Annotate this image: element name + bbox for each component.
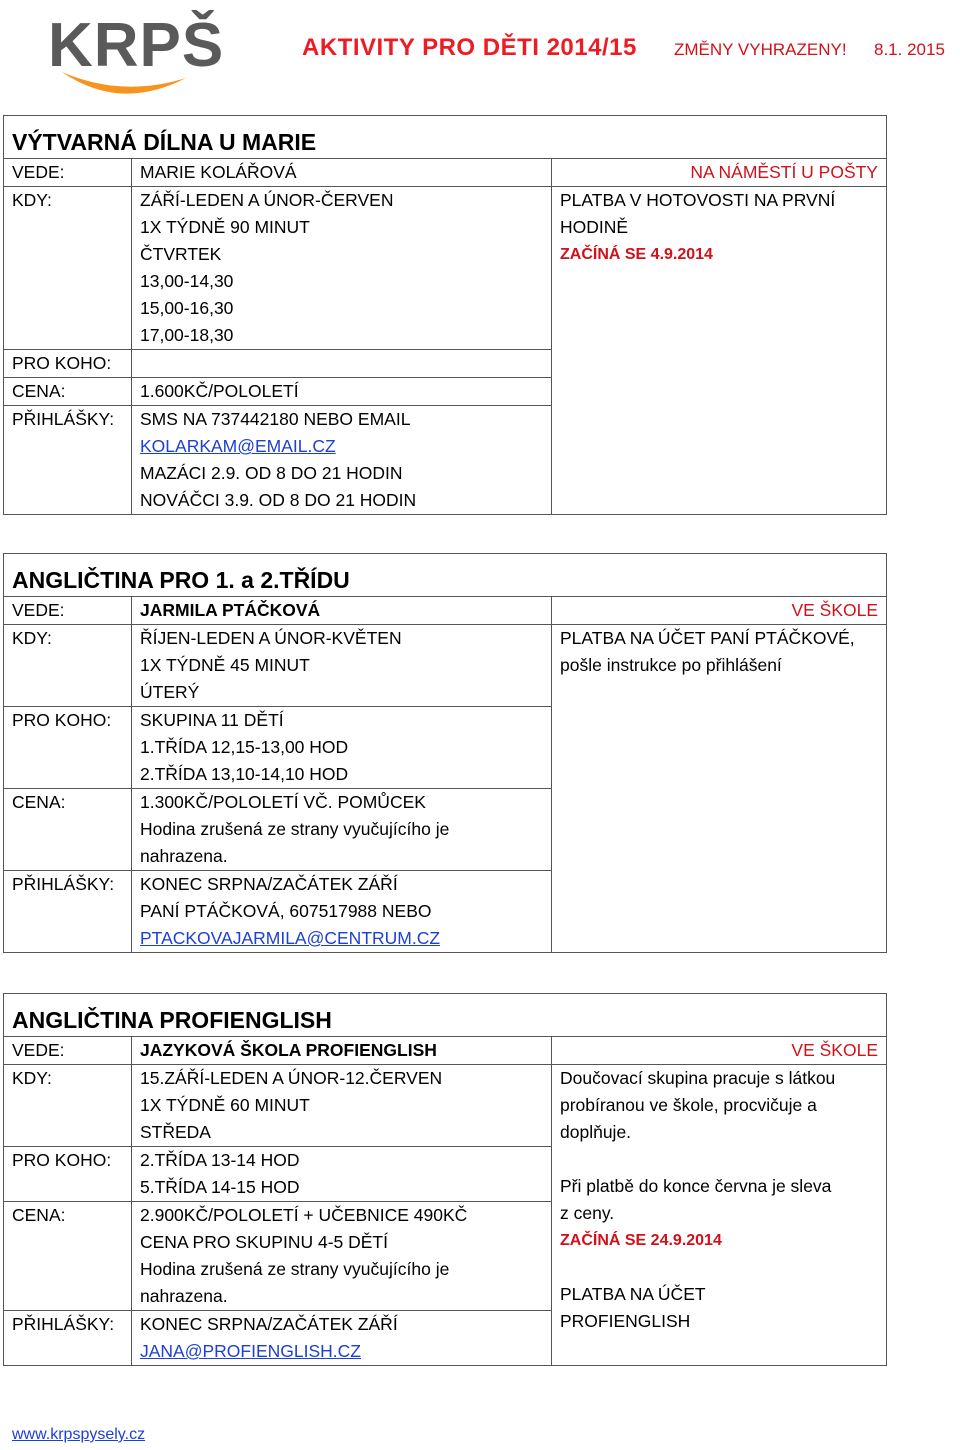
activity-title: ANGLIČTINA PRO 1. a 2.TŘÍDU <box>4 554 887 597</box>
kdy-line: 1X TÝDNĚ 45 MINUT <box>140 655 310 675</box>
cena-line: Hodina zrušená ze strany vyučujícího je <box>140 819 450 839</box>
cena-line: Hodina zrušená ze strany vyučujícího je <box>140 1259 450 1279</box>
page-title: AKTIVITY PRO DĚTI 2014/15 <box>302 34 637 61</box>
place-value: NA NÁMĚSTÍ U POŠTY <box>552 159 887 187</box>
notes-cell <box>552 1065 887 1366</box>
prihlasky-line: PANÍ PTÁČKOVÁ, 607517988 NEBO <box>140 901 432 921</box>
payment-note: PLATBA NA ÚČET <box>560 1284 706 1304</box>
email-link[interactable]: JANA@PROFIENGLISH.CZ <box>140 1341 361 1361</box>
start-date: ZAČÍNÁ SE 24.9.2014 <box>560 1232 722 1249</box>
kdy-line: 15,00-16,30 <box>140 298 234 318</box>
payment-note: PROFIENGLISH <box>560 1311 691 1331</box>
cena-line: CENA PRO SKUPINU 4-5 DĚTÍ <box>140 1232 388 1252</box>
cena-value: 1.600KČ/POLOLETÍ <box>132 378 552 406</box>
notes-cell <box>552 625 887 953</box>
page-header <box>0 0 960 110</box>
logo-swoosh-icon <box>60 68 190 108</box>
activity-anglictina-1-2 <box>3 553 886 953</box>
prihlasky-label: PŘIHLÁŠKY: <box>4 1311 132 1366</box>
pro-koho-line: 2.TŘÍDA 13-14 HOD <box>140 1150 300 1170</box>
payment-note: PLATBA NA ÚČET PANÍ PTÁČKOVÉ, <box>560 628 855 648</box>
pro-koho-label: PRO KOHO: <box>4 350 132 378</box>
pro-koho-label: PRO KOHO: <box>4 707 132 789</box>
payment-note: PLATBA V HOTOVOSTI NA PRVNÍ <box>560 190 836 210</box>
logo-text: KRPŠ <box>48 11 225 80</box>
payment-note: pošle instrukce po přihlášení <box>560 655 782 675</box>
vede-value: JARMILA PTÁČKOVÁ <box>132 597 552 625</box>
prihlasky-line: KONEC SRPNA/ZAČÁTEK ZÁŘÍ <box>140 874 398 894</box>
kdy-line: 17,00-18,30 <box>140 325 234 345</box>
kdy-label: KDY: <box>4 625 132 707</box>
kdy-line: 13,00-14,30 <box>140 271 234 291</box>
activity-title: VÝTVARNÁ DÍLNA U MARIE <box>4 116 887 159</box>
start-date: ZAČÍNÁ SE 4.9.2014 <box>560 246 713 263</box>
activity-profienglish <box>3 993 886 1366</box>
kdy-line: ČTVRTEK <box>140 244 222 264</box>
cena-line: 2.900KČ/POLOLETÍ + UČEBNICE 490KČ <box>140 1205 468 1225</box>
prihlasky-line: MAZÁCI 2.9. OD 8 DO 21 HODIN <box>140 463 403 483</box>
prihlasky-label: PŘIHLÁŠKY: <box>4 871 132 953</box>
discount-note: Při platbě do konce června je sleva <box>560 1176 832 1196</box>
pro-koho-line: 5.TŘÍDA 14-15 HOD <box>140 1177 300 1197</box>
vede-label: VEDE: <box>4 597 132 625</box>
cena-line: 1.300KČ/POLOLETÍ VČ. POMŮCEK <box>140 792 426 812</box>
kdy-value <box>132 625 552 707</box>
cena-label: CENA: <box>4 789 132 871</box>
pro-koho-value <box>132 1147 552 1202</box>
vede-value: MARIE KOLÁŘOVÁ <box>132 159 552 187</box>
kdy-line: ŘÍJEN-LEDEN A ÚNOR-KVĚTEN <box>140 628 402 648</box>
course-note: probíranou ve škole, procvičuje a <box>560 1095 817 1115</box>
place-value: VE ŠKOLE <box>552 597 887 625</box>
cena-value <box>132 789 552 871</box>
vede-label: VEDE: <box>4 159 132 187</box>
cena-line: nahrazena. <box>140 1286 228 1306</box>
pro-koho-line: SKUPINA 11 DĚTÍ <box>140 710 284 730</box>
vede-value: JAZYKOVÁ ŠKOLA PROFIENGLISH <box>132 1037 552 1065</box>
kdy-value <box>132 187 552 350</box>
activity-title: ANGLIČTINA PROFIENGLISH <box>4 994 887 1037</box>
course-note: Doučovací skupina pracuje s látkou <box>560 1068 836 1088</box>
prihlasky-line: KONEC SRPNA/ZAČÁTEK ZÁŘÍ <box>140 1314 398 1334</box>
email-link[interactable]: KOLARKAM@EMAIL.CZ <box>140 436 336 456</box>
kdy-label: KDY: <box>4 1065 132 1147</box>
website-link[interactable]: www.krpspysely.cz <box>12 1426 146 1443</box>
krps-logo <box>48 6 225 106</box>
kdy-line: 15.ZÁŘÍ-LEDEN A ÚNOR-12.ČERVEN <box>140 1068 443 1088</box>
cena-label: CENA: <box>4 1202 132 1311</box>
discount-note: z ceny. <box>560 1203 615 1223</box>
kdy-line: 1X TÝDNĚ 90 MINUT <box>140 217 310 237</box>
kdy-line: ÚTERÝ <box>140 682 200 702</box>
activity-vytvarna-dilna <box>3 115 886 515</box>
vede-label: VEDE: <box>4 1037 132 1065</box>
kdy-label: KDY: <box>4 187 132 350</box>
email-link[interactable]: PTACKOVAJARMILA@CENTRUM.CZ <box>140 928 441 948</box>
prihlasky-line: SMS NA 737442180 NEBO EMAIL <box>140 409 411 429</box>
cena-value <box>132 1202 552 1311</box>
prihlasky-value <box>132 406 552 515</box>
document-date: 8.1. 2015 <box>874 40 945 59</box>
cena-label: CENA: <box>4 378 132 406</box>
pro-koho-line: 2.TŘÍDA 13,10-14,10 HOD <box>140 764 349 784</box>
course-note: doplňuje. <box>560 1122 632 1142</box>
pro-koho-line: 1.TŘÍDA 12,15-13,00 HOD <box>140 737 349 757</box>
place-value: VE ŠKOLE <box>552 1037 887 1065</box>
pro-koho-value <box>132 707 552 789</box>
kdy-value <box>132 1065 552 1147</box>
kdy-line: ZÁŘÍ-LEDEN A ÚNOR-ČERVEN <box>140 190 394 210</box>
kdy-line: 1X TÝDNĚ 60 MINUT <box>140 1095 310 1115</box>
notes-cell <box>552 187 887 515</box>
kdy-line: STŘEDA <box>140 1122 211 1142</box>
prihlasky-label: PŘIHLÁŠKY: <box>4 406 132 515</box>
pro-koho-value <box>132 350 552 378</box>
prihlasky-line: NOVÁČCI 3.9. OD 8 DO 21 HODIN <box>140 490 417 510</box>
prihlasky-value <box>132 871 552 953</box>
prihlasky-value <box>132 1311 552 1366</box>
changes-notice: ZMĚNY VYHRAZENY! <box>674 40 847 59</box>
pro-koho-label: PRO KOHO: <box>4 1147 132 1202</box>
payment-note: HODINĚ <box>560 217 629 237</box>
cena-line: nahrazena. <box>140 846 228 866</box>
